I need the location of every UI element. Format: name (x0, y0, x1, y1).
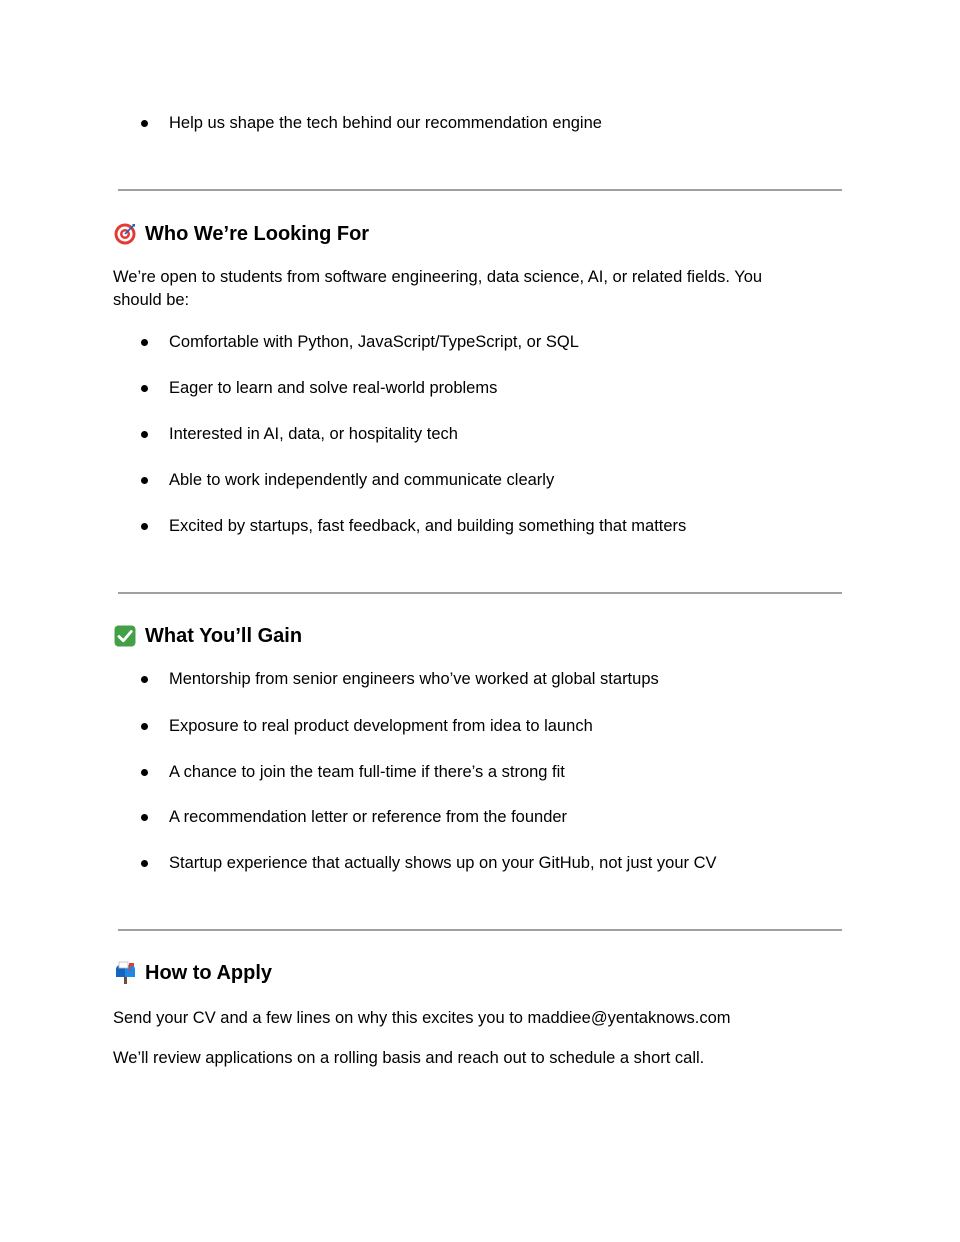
horizontal-rule (118, 592, 842, 594)
apply-instructions: Send your CV and a few lines on why this excites you to maddiee@yentaknows.com (113, 1009, 731, 1027)
section-intro: We’re open to students from software engineering, data science, AI, or related fields. You should be: (113, 268, 763, 309)
horizontal-rule (118, 189, 842, 191)
bullet-icon (141, 676, 148, 683)
check-mark-icon (113, 624, 137, 648)
bullet-icon (141, 723, 148, 730)
document-page: Help us shape the tech behind our recommendation engine Who We’re Looking For We’re open to students from software engineering, data science, AI, or related fields. You should be: Comfortable with Python, JavaScript/TypeScript, or SQL Eager to learn and solve real-world problems Interested in AI, data, or hospitality tech Able to work independently and communicate clearly Excited by startups, fast feedback, and building something that matters What You’ll Gain Mentorship from senior engineers who’ve worked at global startups Exposure to real product development from idea to launch A chance to join the team full-time if there’s a strong fit A recommendation letter or reference from the founder Startup experience that actually shows up on your GitHub, not just your CV How to Apply Send your CV and a few lines on why this excites you to maddiee@yentaknows.com We’ll review applications on a rolling basis and reach out to schedule a short call. (0, 0, 960, 1242)
section-title: How to Apply (145, 962, 273, 984)
bullet-icon (141, 339, 148, 346)
section-heading-gain (113, 624, 302, 648)
target-icon (113, 222, 137, 246)
bullet-icon (141, 523, 148, 530)
bullet-icon (141, 477, 148, 484)
bullet-icon (141, 385, 148, 392)
bullet-icon (141, 431, 148, 438)
bullet-icon (141, 120, 148, 127)
apply-followup: We’ll review applications on a rolling basis and reach out to schedule a short call. (113, 1049, 705, 1067)
section-title: What You’ll Gain (145, 625, 303, 647)
section-heading-looking-for (113, 222, 369, 246)
bullet-icon (141, 860, 148, 867)
section-heading-apply (113, 961, 272, 985)
section-title: Who We’re Looking For (145, 223, 370, 245)
bullet-icon (141, 814, 148, 821)
bullet-icon (141, 769, 148, 776)
mailbox-icon (113, 961, 137, 985)
horizontal-rule (118, 929, 842, 931)
